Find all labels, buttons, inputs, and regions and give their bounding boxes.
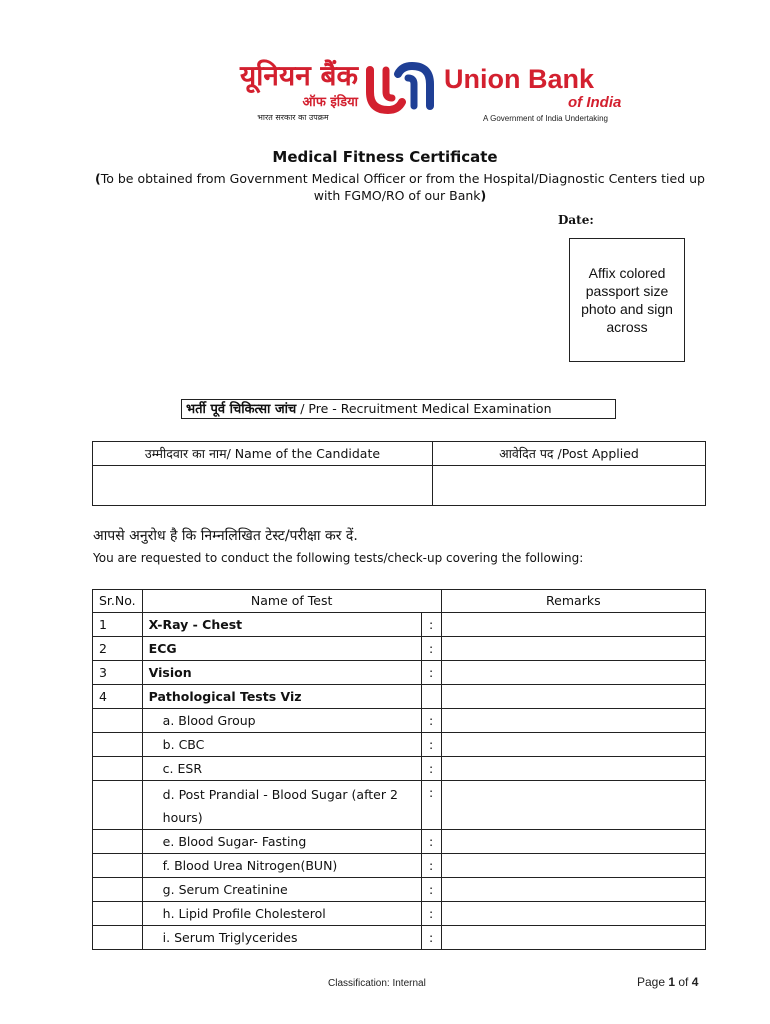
- page-total: 4: [691, 975, 699, 989]
- sr-no-cell: [93, 854, 143, 878]
- colon-cell: :: [421, 878, 441, 902]
- sub-test-name-cell: [142, 709, 421, 733]
- sr-no-cell: [93, 926, 143, 950]
- sub-test-name: Serum Triglycerides: [174, 930, 298, 945]
- sub-test-name-cell: [142, 902, 421, 926]
- test-name-cell: Vision: [142, 661, 421, 685]
- post-applied-header: [433, 442, 706, 466]
- colon-cell: :: [421, 709, 441, 733]
- sr-no-cell: [93, 757, 143, 781]
- table-row: [93, 637, 706, 661]
- table-row: [93, 878, 706, 902]
- page-number: [637, 975, 698, 989]
- colon-cell: :: [421, 926, 441, 950]
- sub-test-name-cell: [142, 926, 421, 950]
- table-row: [93, 709, 706, 733]
- sub-test-name-cell: [142, 830, 421, 854]
- test-name-cell: Pathological Tests Viz: [142, 685, 421, 709]
- candidate-name-header-hindi: उम्मीदवार का नाम: [144, 446, 227, 461]
- hindi-tagline: भारत सरकार का उपक्रम: [257, 113, 329, 122]
- colon-cell: :: [421, 661, 441, 685]
- sub-test-letter: g.: [162, 882, 175, 897]
- header-name-of-test: Name of Test: [142, 590, 441, 613]
- english-tagline: A Government of India Undertaking: [483, 114, 608, 123]
- table-row: [93, 854, 706, 878]
- request-text-english: You are requested to conduct the following tests/check-up covering the following:: [93, 551, 584, 565]
- union-bank-logo-icon: [364, 62, 436, 114]
- date-label: Date:: [558, 213, 594, 227]
- colon-cell: :: [421, 902, 441, 926]
- sub-test-letter: h.: [162, 906, 175, 921]
- bank-logo-header: [168, 59, 628, 126]
- sub-test-letter: b.: [162, 737, 175, 752]
- candidate-name-field[interactable]: [93, 466, 433, 506]
- header-remarks: Remarks: [441, 590, 705, 613]
- post-applied-header-english: /Post Applied: [553, 446, 639, 461]
- remarks-cell[interactable]: [441, 878, 705, 902]
- hindi-bank-subname: ऑफ इंडिया: [302, 95, 358, 110]
- sr-no-cell: 3: [93, 661, 143, 685]
- classification-label: Classification: Internal: [328, 978, 426, 989]
- post-applied-field[interactable]: [433, 466, 706, 506]
- remarks-cell[interactable]: [441, 902, 705, 926]
- page-mid: of: [675, 975, 692, 989]
- table-row: [93, 757, 706, 781]
- sr-no-cell: [93, 733, 143, 757]
- test-name-cell: X-Ray - Chest: [142, 613, 421, 637]
- english-bank-name: Union Bank: [444, 64, 595, 94]
- remarks-cell[interactable]: [441, 613, 705, 637]
- table-row: [93, 685, 706, 709]
- sub-test-name: Post Prandial - Blood Sugar (after 2 hours): [162, 787, 398, 825]
- sub-test-name-cell: [142, 757, 421, 781]
- table-row: [93, 733, 706, 757]
- colon-cell: :: [421, 733, 441, 757]
- table-row: [93, 830, 706, 854]
- sub-test-name-cell: [142, 878, 421, 902]
- page-prefix: Page: [637, 975, 669, 989]
- table-row: [93, 661, 706, 685]
- sub-test-letter: i.: [162, 930, 171, 945]
- candidate-name-header-english: / Name of the Candidate: [226, 446, 381, 461]
- request-text-hindi: आपसे अनुरोध है कि निम्नलिखित टेस्ट/परीक्षा कर दें.: [93, 528, 358, 544]
- remarks-cell[interactable]: [441, 830, 705, 854]
- sub-test-name: ESR: [177, 761, 203, 776]
- sr-no-cell: [93, 781, 143, 830]
- candidate-name-header: [93, 442, 433, 466]
- sr-no-cell: [93, 878, 143, 902]
- colon-cell: :: [421, 830, 441, 854]
- colon-cell: :: [421, 757, 441, 781]
- candidate-table: [92, 441, 706, 506]
- remarks-cell[interactable]: [441, 733, 705, 757]
- page-current: 1: [668, 975, 676, 989]
- sub-test-letter: e.: [162, 834, 175, 849]
- english-bank-subname: of India: [568, 94, 622, 111]
- hindi-bank-name: यूनियन बैंक: [239, 59, 358, 92]
- sub-test-name: Blood Sugar- Fasting: [178, 834, 307, 849]
- sub-test-letter: f.: [162, 858, 171, 873]
- colon-cell: :: [421, 637, 441, 661]
- test-name-cell: ECG: [142, 637, 421, 661]
- sr-no-cell: 1: [93, 613, 143, 637]
- table-row: [93, 781, 706, 830]
- remarks-cell[interactable]: [441, 781, 705, 830]
- exam-heading: [181, 399, 616, 419]
- remarks-cell[interactable]: [441, 854, 705, 878]
- post-applied-header-hindi: आवेदित पद: [499, 446, 554, 461]
- sub-test-name-cell: [142, 733, 421, 757]
- subtitle-open-paren: (: [95, 171, 101, 186]
- remarks-cell[interactable]: [441, 637, 705, 661]
- remarks-cell[interactable]: [441, 757, 705, 781]
- colon-cell: :: [421, 781, 441, 830]
- sub-test-letter: c.: [162, 761, 174, 776]
- page-subtitle: [90, 170, 710, 204]
- sub-test-name: Lipid Profile Cholesterol: [178, 906, 326, 921]
- sub-test-letter: a.: [162, 713, 175, 728]
- remarks-cell[interactable]: [441, 709, 705, 733]
- sub-test-name: Blood Urea Nitrogen(BUN): [174, 858, 338, 873]
- subtitle-text: To be obtained from Government Medical Officer or from the Hospital/Diagnostic Centers tied up with FGMO/RO of our Bank: [100, 171, 705, 203]
- remarks-cell[interactable]: [441, 685, 705, 709]
- exam-heading-english: / Pre - Recruitment Medical Examination: [296, 401, 552, 416]
- remarks-cell[interactable]: [441, 926, 705, 950]
- sub-test-name: Serum Creatinine: [178, 882, 288, 897]
- sub-test-name: Blood Group: [178, 713, 256, 728]
- photo-box-text: Affix colored passport size photo and sign across: [581, 265, 673, 335]
- subtitle-close-paren: ): [480, 188, 487, 203]
- table-row: [93, 613, 706, 637]
- sub-test-name-cell: [142, 854, 421, 878]
- sr-no-cell: [93, 709, 143, 733]
- colon-cell: :: [421, 854, 441, 878]
- tests-table: [92, 589, 706, 950]
- sr-no-cell: [93, 830, 143, 854]
- colon-cell: [421, 685, 441, 709]
- photo-box: [569, 238, 685, 362]
- sub-test-letter: d.: [162, 787, 175, 802]
- page-title: Medical Fitness Certificate: [272, 148, 498, 166]
- remarks-cell[interactable]: [441, 661, 705, 685]
- sub-test-name-cell: [142, 781, 421, 830]
- table-row: [93, 926, 706, 950]
- sr-no-cell: 4: [93, 685, 143, 709]
- sr-no-cell: [93, 902, 143, 926]
- colon-cell: :: [421, 613, 441, 637]
- exam-heading-hindi: भर्ती पूर्व चिकित्सा जांच: [186, 402, 297, 417]
- sub-test-name: CBC: [178, 737, 205, 752]
- sr-no-cell: 2: [93, 637, 143, 661]
- table-row: [93, 902, 706, 926]
- header-sr-no: Sr.No.: [93, 590, 143, 613]
